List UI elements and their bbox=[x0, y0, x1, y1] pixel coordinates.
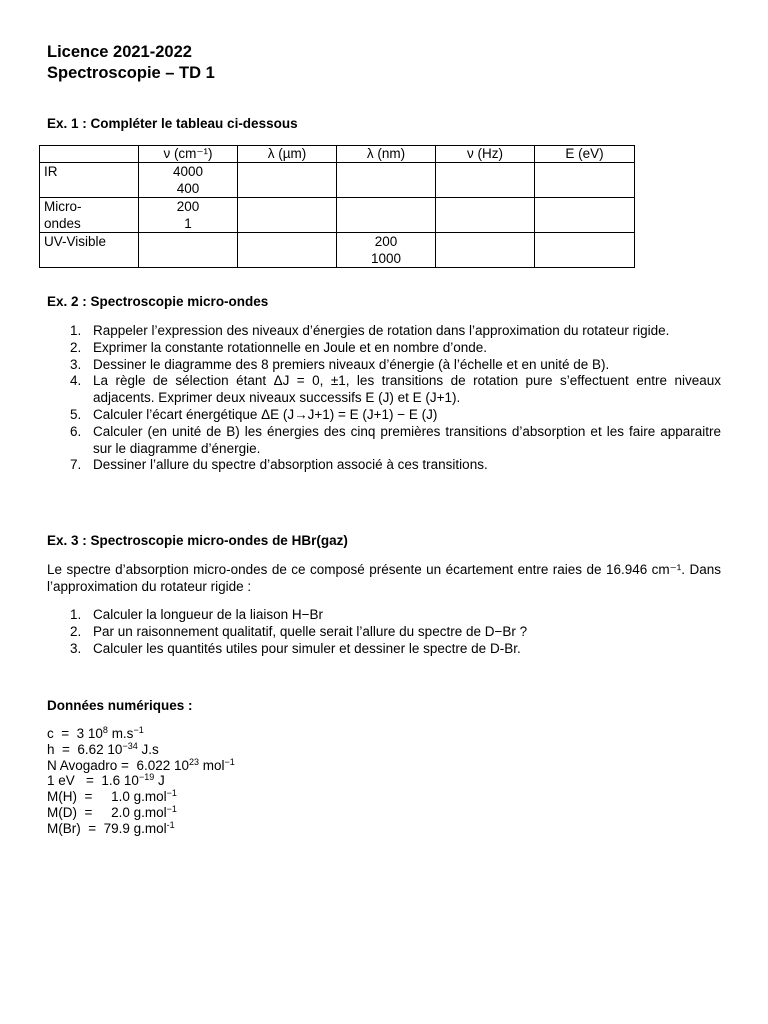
list-item-number: 1. bbox=[70, 607, 82, 622]
mass-d: M(D) = 2.0 g.mol$^{-1}$ bbox=[47, 803, 177, 820]
ex2-heading: Ex. 2 : Spectroscopie micro-ondes bbox=[47, 294, 269, 309]
table-cell: 200 1 bbox=[139, 198, 238, 233]
table-cell bbox=[337, 163, 436, 198]
table-row bbox=[40, 233, 635, 268]
list-item-text: Calculer les quantités utiles pour simuler et dessiner le spectre de D-Br. bbox=[93, 640, 521, 656]
list-item bbox=[70, 641, 721, 658]
list-item bbox=[70, 607, 721, 624]
numeric-data-block bbox=[47, 726, 235, 837]
donnees-heading: Données numériques : bbox=[47, 698, 193, 713]
list-item-number: 5. bbox=[70, 406, 82, 422]
table-cell bbox=[436, 198, 535, 233]
ex3-intro: Le spectre d’absorption micro-ondes de ce composé présente un écartement entre raies de 16.946 cm⁻¹. Dans l’approximation du rotateur rigide : bbox=[47, 562, 721, 594]
list-item-text: Calculer (en unité de B) les énergies des cinq premières transitions d’absorption et les faire apparaitre sur le diagramme d’énergie. bbox=[93, 423, 721, 456]
table-cell bbox=[238, 233, 337, 268]
constant-avogadro: N Avogadro = 6.022 $10^{23}$ mol$^{-1}$ bbox=[47, 756, 235, 773]
table-cell bbox=[238, 198, 337, 233]
ex3-question-list bbox=[70, 607, 721, 657]
list-item bbox=[70, 624, 721, 641]
table-row bbox=[40, 198, 635, 233]
table-row bbox=[40, 163, 635, 198]
constant-ev: 1 eV = 1.6 $10^{-19}$ J bbox=[47, 772, 165, 789]
mass-br: M(Br) = 79.9 g.mol$^{-1}$ bbox=[47, 819, 175, 836]
document-header bbox=[47, 42, 215, 84]
table-header-cell bbox=[40, 146, 139, 163]
list-item bbox=[70, 457, 721, 474]
table-cell bbox=[337, 198, 436, 233]
course-year: Licence 2021-2022 bbox=[47, 43, 192, 61]
list-item bbox=[70, 373, 721, 407]
table-header-cell: E (eV) bbox=[535, 146, 635, 163]
list-item bbox=[70, 340, 721, 357]
list-item-number: 3. bbox=[70, 640, 82, 656]
ex1-heading: Ex. 1 : Compléter le tableau ci-dessous bbox=[47, 116, 298, 131]
list-item-text: Rappeler l’expression des niveaux d’énergies de rotation dans l’approximation du rotateur rigide. bbox=[93, 323, 670, 338]
table-cell bbox=[535, 233, 635, 268]
conversion-table bbox=[39, 145, 635, 268]
table-header-row bbox=[40, 146, 635, 163]
table-header-cell: λ (µm) bbox=[238, 146, 337, 163]
table-row-label: Micro- ondes bbox=[40, 198, 139, 233]
list-item-number: 2. bbox=[70, 623, 82, 639]
list-item-text: Dessiner le diagramme des 8 premiers niveaux d’énergie (à l’échelle et en unité de B). bbox=[93, 356, 610, 372]
constant-c: c = 3 $10^8$ $m.s^{-1}$ bbox=[47, 725, 144, 741]
table-header-cell: ν (Hz) bbox=[436, 146, 535, 163]
mass-h: M(H) = 1.0 g.mol$^{-1}$ bbox=[47, 788, 177, 805]
list-item-text: Dessiner l’allure du spectre d’absorption associé à ces transitions. bbox=[93, 457, 488, 473]
list-item bbox=[70, 323, 721, 340]
ex3-heading: Ex. 3 : Spectroscopie micro-ondes de HBr(gaz) bbox=[47, 533, 348, 548]
table-row-label: IR bbox=[40, 163, 139, 198]
table-row-label: UV-Visible bbox=[40, 233, 139, 268]
table-cell: 4000 400 bbox=[139, 163, 238, 198]
table-cell bbox=[535, 198, 635, 233]
list-item-number: 1. bbox=[70, 323, 82, 338]
list-item-number: 3. bbox=[70, 356, 82, 372]
constant-h: h = 6.62 $10^{-34}$ J.s bbox=[47, 740, 159, 757]
list-item-text: Calculer l’écart énergétique ΔE (J→J+1) = E (J+1) − E (J) bbox=[93, 406, 438, 422]
list-item-number: 2. bbox=[70, 339, 82, 355]
table-cell bbox=[139, 233, 238, 268]
table-cell bbox=[436, 163, 535, 198]
list-item-text: La règle de sélection étant ΔJ = 0, ±1, les transitions de rotation pure s’effectuent entre niveaux adjacents. Exprimer deux niveaux successifs E (J) et E (J+1). bbox=[93, 373, 721, 406]
list-item-number: 7. bbox=[70, 457, 82, 473]
list-item bbox=[70, 407, 721, 424]
table-cell bbox=[238, 163, 337, 198]
table-cell bbox=[535, 163, 635, 198]
ex2-question-list bbox=[70, 323, 721, 474]
list-item-number: 6. bbox=[70, 423, 82, 439]
table-cell bbox=[436, 233, 535, 268]
list-item-text: Exprimer la constante rotationnelle en Joule et en nombre d’onde. bbox=[93, 339, 487, 355]
list-item-text: Par un raisonnement qualitatif, quelle serait l’allure du spectre de D−Br ? bbox=[93, 623, 528, 639]
table-header-cell: λ (nm) bbox=[337, 146, 436, 163]
list-item-number: 4. bbox=[70, 373, 82, 389]
table-cell: 200 1000 bbox=[337, 233, 436, 268]
table-header-cell: ν (cm⁻¹) bbox=[139, 146, 238, 163]
list-item-text: Calculer la longueur de la liaison H−Br bbox=[93, 607, 324, 622]
list-item bbox=[70, 424, 721, 458]
list-item bbox=[70, 357, 721, 374]
document-title: Spectroscopie – TD 1 bbox=[47, 64, 215, 82]
